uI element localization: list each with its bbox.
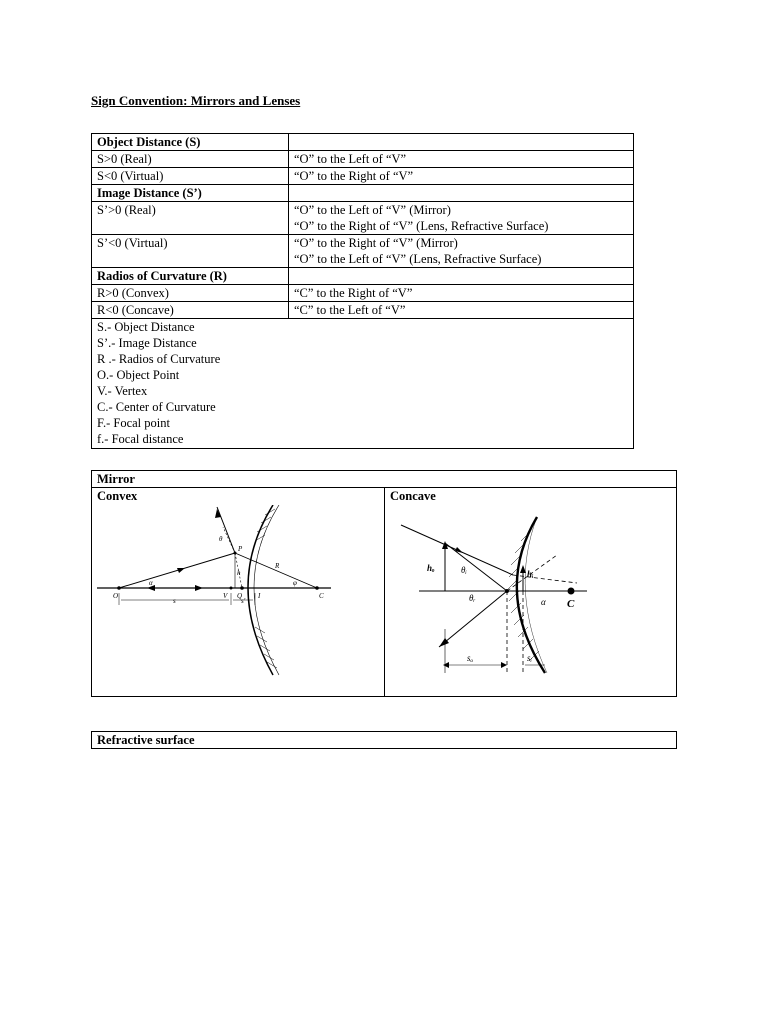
convex-label-alpha: α: [149, 579, 153, 587]
concave-label-theta-i: θᵢ: [461, 565, 467, 575]
concave-label-alpha: α: [541, 597, 546, 607]
section-header-row: [92, 134, 634, 151]
legend-item: S’.- Image Distance: [97, 336, 197, 350]
convex-label-s-prime: s': [241, 597, 246, 605]
convex-label-s: s: [173, 597, 176, 605]
convex-mirror-diagram: [95, 505, 335, 685]
description-cell: [289, 302, 634, 319]
condition-cell: S<0 (Virtual): [92, 168, 289, 185]
legend-item: V.- Vertex: [97, 384, 148, 398]
description-cell: [289, 168, 634, 185]
table-row: [92, 302, 634, 319]
concave-label-s-o: sₒ: [467, 653, 474, 663]
table-row: [92, 202, 634, 235]
section-header-cell: Object Distance (S): [92, 134, 289, 151]
description-cell: [289, 185, 634, 202]
refractive-surface-header: Refractive surface: [91, 731, 677, 749]
table-row: [92, 235, 634, 268]
legend-cell: [92, 319, 634, 449]
section-header-cell: Radios of Curvature (R): [92, 268, 289, 285]
convex-label-Q: Q: [237, 592, 243, 600]
mirror-divider: [384, 487, 385, 696]
description-line: “O” to the Right of “V”: [294, 169, 414, 183]
section-header-cell: Image Distance (S’): [92, 185, 289, 202]
section-header-row: [92, 268, 634, 285]
concave-label: Concave: [390, 489, 436, 503]
section-header-row: [92, 185, 634, 202]
convex-label-I: I: [258, 592, 261, 600]
description-line: [294, 185, 628, 201]
description-line: “O” to the Left of “V” (Mirror): [294, 203, 451, 217]
description-cell: [289, 202, 634, 235]
sign-convention-table: [91, 133, 634, 449]
condition-cell: S>0 (Real): [92, 151, 289, 168]
table-row: [92, 168, 634, 185]
concave-label-theta-r: θᵣ: [469, 593, 476, 603]
legend-item: C.- Center of Curvature: [97, 400, 216, 414]
legend-item: R .- Radios of Curvature: [97, 352, 221, 366]
condition-cell: R>0 (Convex): [92, 285, 289, 302]
convex-label-V: V: [223, 592, 228, 600]
concave-label-h-o: hₒ: [427, 563, 435, 573]
description-cell: [289, 235, 634, 268]
legend-item: O.- Object Point: [97, 368, 180, 382]
description-line: [294, 268, 628, 284]
convex-label-h: h: [237, 569, 241, 577]
concave-label-h-i: hᵢ: [527, 569, 534, 579]
legend-item: F.- Focal point: [97, 416, 170, 430]
description-cell: [289, 268, 634, 285]
description-cell: [289, 285, 634, 302]
concave-mirror-diagram: [397, 505, 677, 685]
convex-label-C: C: [319, 592, 324, 600]
legend-row: [92, 319, 634, 449]
convex-label-phi: φ: [293, 579, 297, 587]
convex-label-theta: θ: [219, 535, 223, 543]
description-line: “O” to the Left of “V” (Lens, Refractive Surface): [294, 252, 542, 266]
description-line: “O” to the Right of “V” (Lens, Refractive Surface): [294, 219, 549, 233]
convex-label-R: R: [275, 562, 280, 570]
mirror-header: Mirror: [92, 471, 676, 488]
condition-cell: S’<0 (Virtual): [92, 235, 289, 268]
description-cell: [289, 134, 634, 151]
convex-label-P: P: [238, 545, 243, 553]
convex-label-O: O: [113, 592, 119, 600]
description-line: “O” to the Right of “V” (Mirror): [294, 236, 458, 250]
description-line: [294, 134, 628, 150]
description-line: “C” to the Right of “V”: [294, 286, 413, 300]
condition-cell: R<0 (Concave): [92, 302, 289, 319]
table-row: [92, 151, 634, 168]
concave-label-s-i: sᵢ: [527, 653, 532, 663]
description-cell: [289, 151, 634, 168]
condition-cell: S’>0 (Real): [92, 202, 289, 235]
legend-item: S.- Object Distance: [97, 320, 195, 334]
concave-label-C: C: [567, 598, 575, 610]
description-line: “O” to the Left of “V”: [294, 152, 407, 166]
legend-item: f.- Focal distance: [97, 432, 184, 446]
description-line: “C” to the Left of “V”: [294, 303, 406, 317]
page-title: Sign Convention: Mirrors and Lenses: [91, 93, 301, 108]
table-row: [92, 285, 634, 302]
mirror-table: [91, 470, 677, 697]
convex-label: Convex: [97, 489, 138, 503]
